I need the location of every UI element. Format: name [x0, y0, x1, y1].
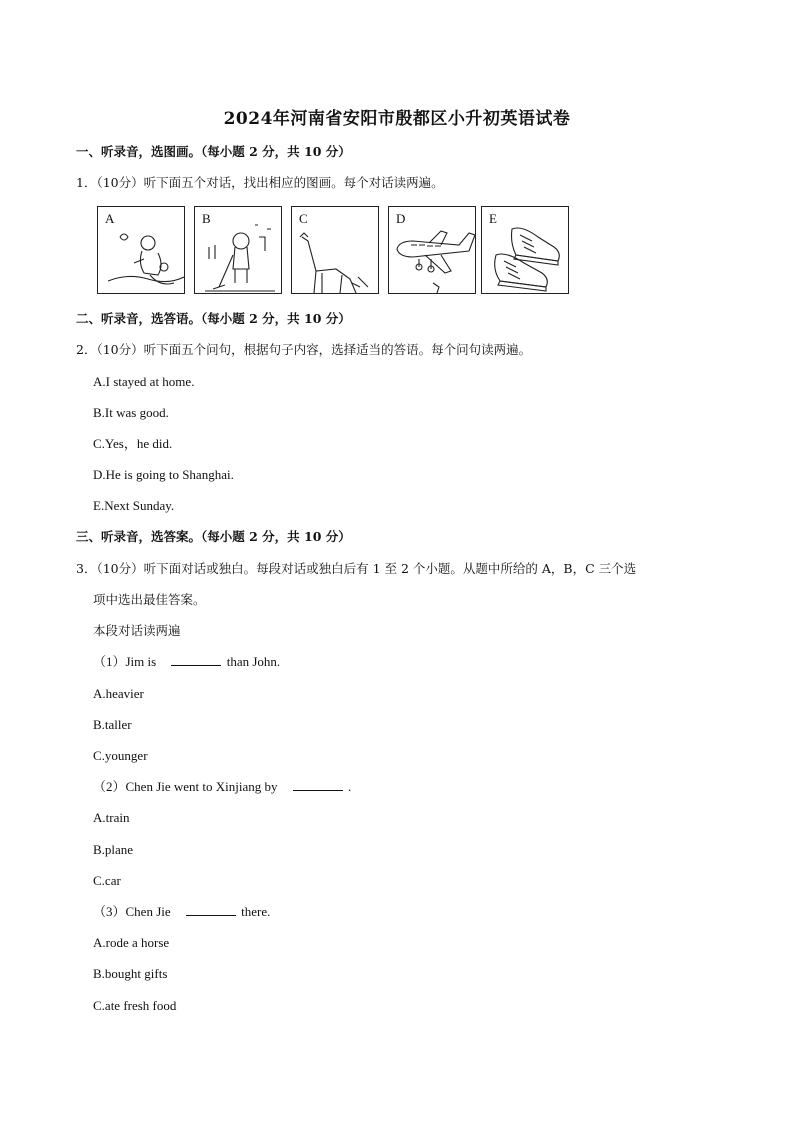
section2-heading: 二、听录音，选答语。（每小题 2 分，共 10 分） [76, 311, 351, 326]
boy-watering-icon [98, 207, 186, 295]
answer-option: D.He is going to Shanghai. [93, 467, 234, 482]
answer-option: B.plane [93, 842, 134, 857]
sub-question-text: （1）Jim is [93, 654, 157, 669]
picture-b [194, 206, 282, 294]
section3-heading: 三、听录音，选答案。（每小题 2 分，共 10 分） [76, 529, 351, 544]
sub-question-text: than John. [226, 654, 281, 669]
boy-sweeping-icon [195, 207, 283, 295]
picture-a [97, 206, 185, 294]
airplane-icon [389, 207, 477, 295]
sub-question-text: there. [241, 904, 271, 919]
answer-blank[interactable] [186, 903, 236, 916]
answer-option: A.rode a horse [93, 935, 170, 950]
answer-option: A.train [93, 810, 130, 825]
giraffe-icon [292, 207, 380, 295]
picture-d [388, 206, 476, 294]
answer-option: B.It was good. [93, 405, 169, 420]
picture-c [291, 206, 379, 294]
sub-question-text: （3）Chen Jie [93, 904, 171, 919]
picture-label: C [299, 211, 308, 226]
answer-blank[interactable] [171, 653, 221, 666]
dialog-intro: 本段对话读两遍 [93, 623, 181, 638]
answer-option: C.younger [93, 748, 148, 763]
answer-option: C.ate fresh food [93, 998, 177, 1013]
sub-question-3 [93, 903, 270, 921]
sub-question-text: . [348, 779, 352, 794]
picture-label: A [105, 211, 115, 226]
answer-option: C.Yes，he did. [93, 436, 173, 451]
picture-e [481, 206, 569, 294]
answer-option: E.Next Sunday. [93, 498, 175, 513]
picture-label: E [489, 211, 497, 226]
answer-option: A.I stayed at home. [93, 374, 195, 389]
sub-question-1 [93, 653, 280, 671]
section1-heading: 一、听录音，选图画。（每小题 2 分，共 10 分） [76, 144, 351, 159]
answer-option: C.car [93, 873, 121, 888]
sub-question-text: （2）Chen Jie went to Xinjiang by [93, 779, 278, 794]
answer-option: A.heavier [93, 686, 144, 701]
sneakers-icon [482, 207, 570, 295]
question1-text: 1．（10分）听下面五个对话，找出相应的图画。每个对话读两遍。 [76, 175, 444, 190]
picture-label: B [202, 211, 211, 226]
page-title: 2024年河南省安阳市殷都区小升初英语试卷 [223, 109, 571, 129]
picture-label: D [396, 211, 406, 226]
question3-text-cont: 项中选出最佳答案。 [93, 592, 206, 607]
answer-option: B.bought gifts [93, 966, 168, 981]
answer-blank[interactable] [293, 778, 343, 791]
question2-text: 2．（10分）听下面五个问句，根据句子内容，选择适当的答语。每个问句读两遍。 [76, 342, 532, 357]
answer-option: B.taller [93, 717, 132, 732]
question3-text: 3．（10分）听下面对话或独白。每段对话或独白后有 1 至 2 个小题。从题中所给的 A，B，C 三个选 [76, 561, 637, 576]
sub-question-2 [93, 778, 351, 796]
